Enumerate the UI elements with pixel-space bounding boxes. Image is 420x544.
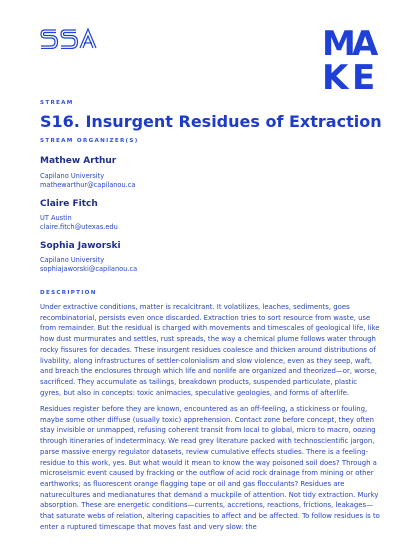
description-label: DESCRIPTION <box>40 290 97 296</box>
organizers-label: STREAM ORGANIZER(S) <box>40 138 139 144</box>
organizer-affiliation: Capilano University <box>40 256 105 264</box>
organizer-affiliation: UT Austin <box>40 214 72 222</box>
make-logo-letter: A <box>352 24 379 64</box>
make-logo-letter: K <box>322 58 349 98</box>
make-logo-letter: E <box>352 58 376 98</box>
organizer-email[interactable]: claire.fitch@utexas.edu <box>40 223 118 231</box>
organizer-email[interactable]: mathewarthur@capilanou.ca <box>40 181 136 189</box>
make-logo <box>322 24 382 98</box>
page-title: S16. Insurgent Residues of Extraction <box>40 112 382 131</box>
organizer-name: Sophia Jaworski <box>40 241 121 251</box>
description-paragraph: Residues register before they are known, encountered as an off-feeling, a stickiness or fouling, maybe some other diffuse (usually toxic) apprehension. Contact zone before concept, they often stay invisible or unmapped, refusing coherent transit from local to global, micro to macro, oozing through itineraries of indeterminacy. We read grey literature packed with technoscientific jargon, parse massive energy regulator datasets, review cumulative effects studies. There is a feeling-residue to this work, yes. But what would it mean to know the way poisoned soil does? Through a microseismic event caused by fracking or the outflow of acid rock drainage from mining or other earthworks; as fluorescent orange flagging tape or oil and gas flocculants? Residues are naturecultures and medianatures that demand a muckpile of attention. Not tidy extraction. Murky absorption. These are energetic conditions—currents, accretions, reactions, frictions, leakages—that saturate webs of relation, altering capacities to affect and be affected. To follow residues is to enter a ruptured timescape that moves fast and very slow: the <box>40 405 380 531</box>
organizer-name: Mathew Arthur <box>40 156 117 166</box>
organizer-name: Claire Fitch <box>40 199 98 209</box>
organizer-affiliation: Capilano University <box>40 172 105 180</box>
organizer-email[interactable]: sophiajaworski@capilanou.ca <box>40 265 138 273</box>
make-logo-letter: M <box>322 24 356 64</box>
ssa-logo <box>40 27 100 49</box>
description-paragraph: Under extractive conditions, matter is recalcitrant. It volatilizes, leaches, sediments, goes recombinatorial, persists even once discarded. Extraction tries to sort resource from waste, use from remainder. But the residual is charged with movements and timescales of geological life, like how dust murmurates and settles, rust spreads, the way a chemical plume follows water through rocky fissures for decades. These insurgent residues coalesce and thicken around distributions of livability, along infrastructures of settler-colonialism and slow violence, even as they seep, waft, and breach the enclosures through which life and nonlife are organized and theorized—or, worse, sacrificed. They accumulate as tailings, breakdown products, suspended particulate, plastic gyres, but also in concepts: toxic animacies, speculative geologies, and forms of afterlife. <box>40 303 380 397</box>
stream-label: STREAM <box>40 100 74 106</box>
